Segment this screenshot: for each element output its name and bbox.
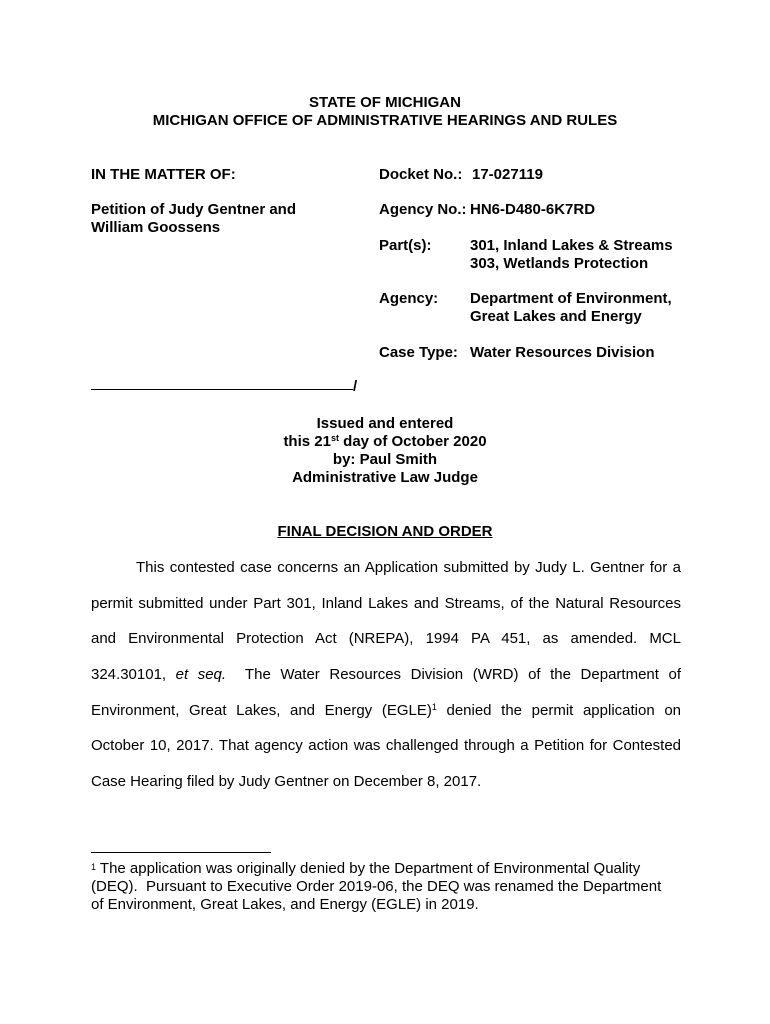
body-line: permit submitted under Part 301, Inland Lakes and Streams, of the Natural Resources <box>91 594 681 612</box>
body-line: This contested case concerns an Application submitted by Judy L. Gentner for a <box>136 559 681 576</box>
agency-no-label: Agency No.: <box>379 201 467 218</box>
parts-line-1: 301, Inland Lakes & Streams <box>470 237 673 254</box>
body-line: 324.30101, et seq. The Water Resources Division (WRD) of the Department of <box>91 666 682 684</box>
footnote <box>91 860 681 914</box>
agency-line-2: Great Lakes and Energy <box>470 308 642 325</box>
issued-line-1: Issued and entered <box>316 415 454 432</box>
office-heading: MICHIGAN OFFICE OF ADMINISTRATIVE HEARINGS AND RULES <box>152 112 618 129</box>
parts-line-2: 303, Wetlands Protection <box>470 255 649 272</box>
case-type-label: Case Type: <box>379 344 458 361</box>
caption-slash: / <box>353 378 358 395</box>
footnote-ref: 1 <box>431 701 437 712</box>
issued-judge: by: Paul Smith <box>332 451 438 468</box>
body-line: Case Hearing filed by Judy Gentner on December 8, 2017. <box>91 773 482 791</box>
agency-label: Agency: <box>379 290 439 307</box>
petition-line-1: Petition of Judy Gentner and <box>91 201 297 218</box>
body-line: Environment, Great Lakes, and Energy (EGLE)$^1$ denied the permit application on <box>91 701 681 719</box>
caption-rule <box>91 389 353 390</box>
agency-line-1: Department of Environment, <box>470 290 672 307</box>
docket-value: 17-027119 <box>472 166 543 183</box>
body-line: October 10, 2017. That agency action was challenged through a Petition for Contested <box>91 737 681 755</box>
case-type-value: Water Resources Division <box>470 344 655 361</box>
footnote-line-2: (DEQ). Pursuant to Executive Order 2019-06, the DEQ was renamed the Department <box>91 878 662 895</box>
footnote-line-1: $^1$ The application was originally denied by the Department of Environmental Quality <box>91 860 641 877</box>
parts-label: Part(s): <box>379 237 432 254</box>
agency-no-value: HN6-D480-6K7RD <box>470 201 596 218</box>
state-heading: STATE OF MICHIGAN <box>309 94 461 111</box>
footnote-line-3: of Environment, Great Lakes, and Energy (EGLE) in 2019. <box>91 896 479 913</box>
body-line: and Environmental Protection Act (NREPA), 1994 PA 451, as amended. MCL <box>91 630 681 648</box>
petition-line-2: William Goossens <box>91 219 221 236</box>
matter-label: IN THE MATTER OF: <box>91 166 236 183</box>
body-paragraph <box>91 550 681 800</box>
footnote-rule <box>91 852 271 853</box>
issued-title: Administrative Law Judge <box>292 469 478 486</box>
footnote-marker: 1 <box>91 862 97 872</box>
docket-label: Docket No.: <box>379 166 463 183</box>
issued-line-2: this 21st day of October 2020 <box>283 433 487 450</box>
document-title: FINAL DECISION AND ORDER <box>277 523 493 540</box>
